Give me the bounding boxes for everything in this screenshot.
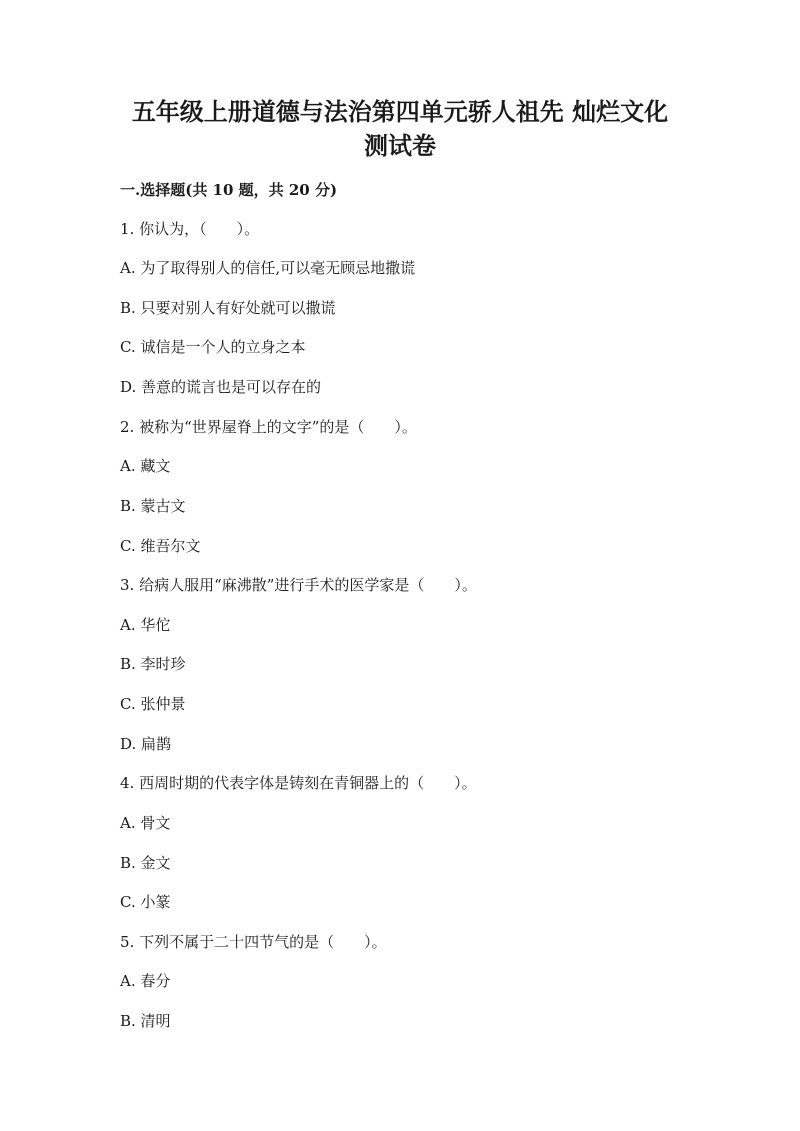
question-4-option-a: A. 骨文 xyxy=(120,814,171,832)
document-title-line-2: 测试卷 xyxy=(364,131,436,160)
question-stem-3: 3. 给病人服用“麻沸散”进行手术的医学家是（ ）。 xyxy=(120,576,477,594)
question-5-option-a: A. 春分 xyxy=(120,972,171,990)
question-3-option-c: C. 张仲景 xyxy=(120,695,186,713)
question-stem-4: 4. 西周时期的代表字体是铸刻在青铜器上的（ ）。 xyxy=(120,774,477,792)
section-heading: 一.选择题(共 10 题，共 20 分) xyxy=(120,181,338,199)
question-4-option-b: B. 金文 xyxy=(120,854,171,872)
question-5-option-b: B. 清明 xyxy=(120,1012,171,1030)
document-title-line-1: 五年级上册道德与法治第四单元骄人祖先 灿烂文化 xyxy=(131,97,669,126)
question-3-option-d: D. 扁鹊 xyxy=(120,735,172,753)
question-4-option-c: C. 小篆 xyxy=(120,893,171,911)
question-1-option-c: C. 诚信是一个人的立身之本 xyxy=(120,338,306,356)
question-1-option-b: B. 只要对别人有好处就可以撒谎 xyxy=(120,299,336,317)
question-stem-2: 2. 被称为“世界屋脊上的文字”的是（ ）。 xyxy=(120,418,417,436)
question-stem-5: 5. 下列不属于二十四节气的是（ ）。 xyxy=(120,933,387,951)
question-2-option-c: C. 维吾尔文 xyxy=(120,537,201,555)
question-3-option-b: B. 李时珍 xyxy=(120,655,186,673)
question-stem-1: 1. 你认为，（ ）。 xyxy=(120,220,260,238)
question-1-option-a: A. 为了取得别人的信任,可以毫无顾忌地撒谎 xyxy=(120,259,416,277)
question-2-option-a: A. 藏文 xyxy=(120,457,171,475)
question-3-option-a: A. 华佗 xyxy=(120,616,171,634)
question-1-option-d: D. 善意的谎言也是可以存在的 xyxy=(120,378,322,396)
question-2-option-b: B. 蒙古文 xyxy=(120,497,186,515)
